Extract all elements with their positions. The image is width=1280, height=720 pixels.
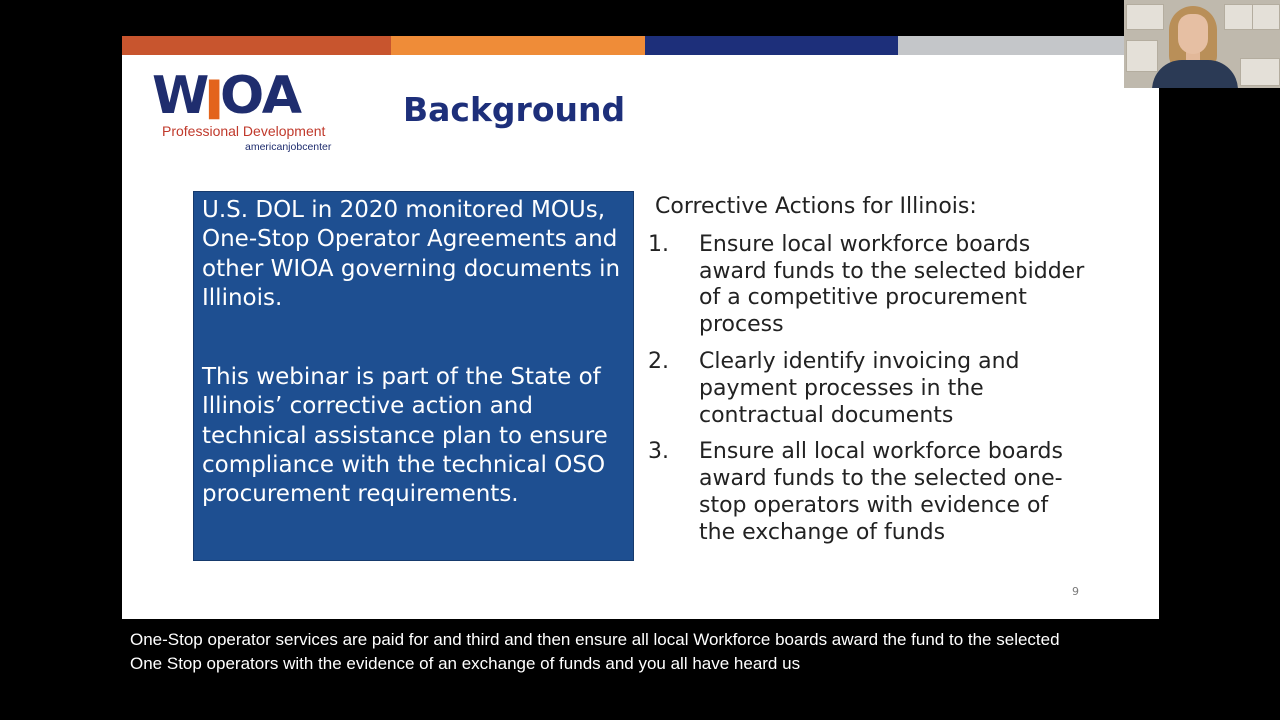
cabinet [1240,58,1280,86]
caption-line-2: One Stop operators with the evidence of an exchange of funds and you all have heard us [130,654,801,673]
presenter-face [1178,14,1208,54]
header-stripe-orange [391,36,645,55]
action-text: Clearly identify invoicing and payment processes in the contractual documents [699,348,1020,428]
caption-line-1: One-Stop operator services are paid for and third and then ensure all local Workforce boards award the fund to the selected [130,630,1060,649]
logo-brand: americanjobcenter [245,141,332,153]
info-box [193,191,634,561]
action-number: 2. [648,348,669,374]
slide-title: Background [403,90,626,129]
logo-wordmark: W▮OA [152,66,302,126]
header-stripe-gray [898,36,1159,55]
action-item [646,439,1086,546]
cabinet [1126,40,1158,72]
corrective-actions [646,194,1086,557]
action-text: Ensure local workforce boards award funds to the selected bidder of a competitive procurement process [699,231,1085,338]
logo-subtitle: Professional Development [162,123,326,139]
presenter-webcam [1124,0,1280,88]
presentation-slide [122,36,1159,619]
action-item [646,232,1086,339]
info-paragraph-1: U.S. DOL in 2020 monitored MOUs, One-Stop Operator Agreements and other WIOA governing documents in Illinois. [202,197,621,311]
presenter-body [1152,60,1238,88]
header-stripe-navy [645,36,898,55]
action-item [646,349,1086,429]
header-stripe-red [122,36,391,55]
info-paragraph-2: This webinar is part of the State of Illinois’ corrective action and technical assistance plan to ensure compliance with the technical OSO procurement requirements. [202,364,608,508]
cabinet [1252,4,1280,30]
cabinet [1126,4,1164,30]
page-number: 9 [1072,585,1079,598]
action-number: 1. [648,231,669,257]
action-text: Ensure all local workforce boards award funds to the selected one-stop operators with evidence of the exchange of funds [699,439,1063,545]
illinois-state-icon: ▮ [206,66,222,126]
cabinet [1224,4,1254,30]
actions-heading: Corrective Actions for Illinois: [655,194,977,219]
live-captions [130,628,1240,676]
wioa-logo [152,68,352,158]
action-number: 3. [648,439,669,465]
actions-list [646,232,1086,547]
